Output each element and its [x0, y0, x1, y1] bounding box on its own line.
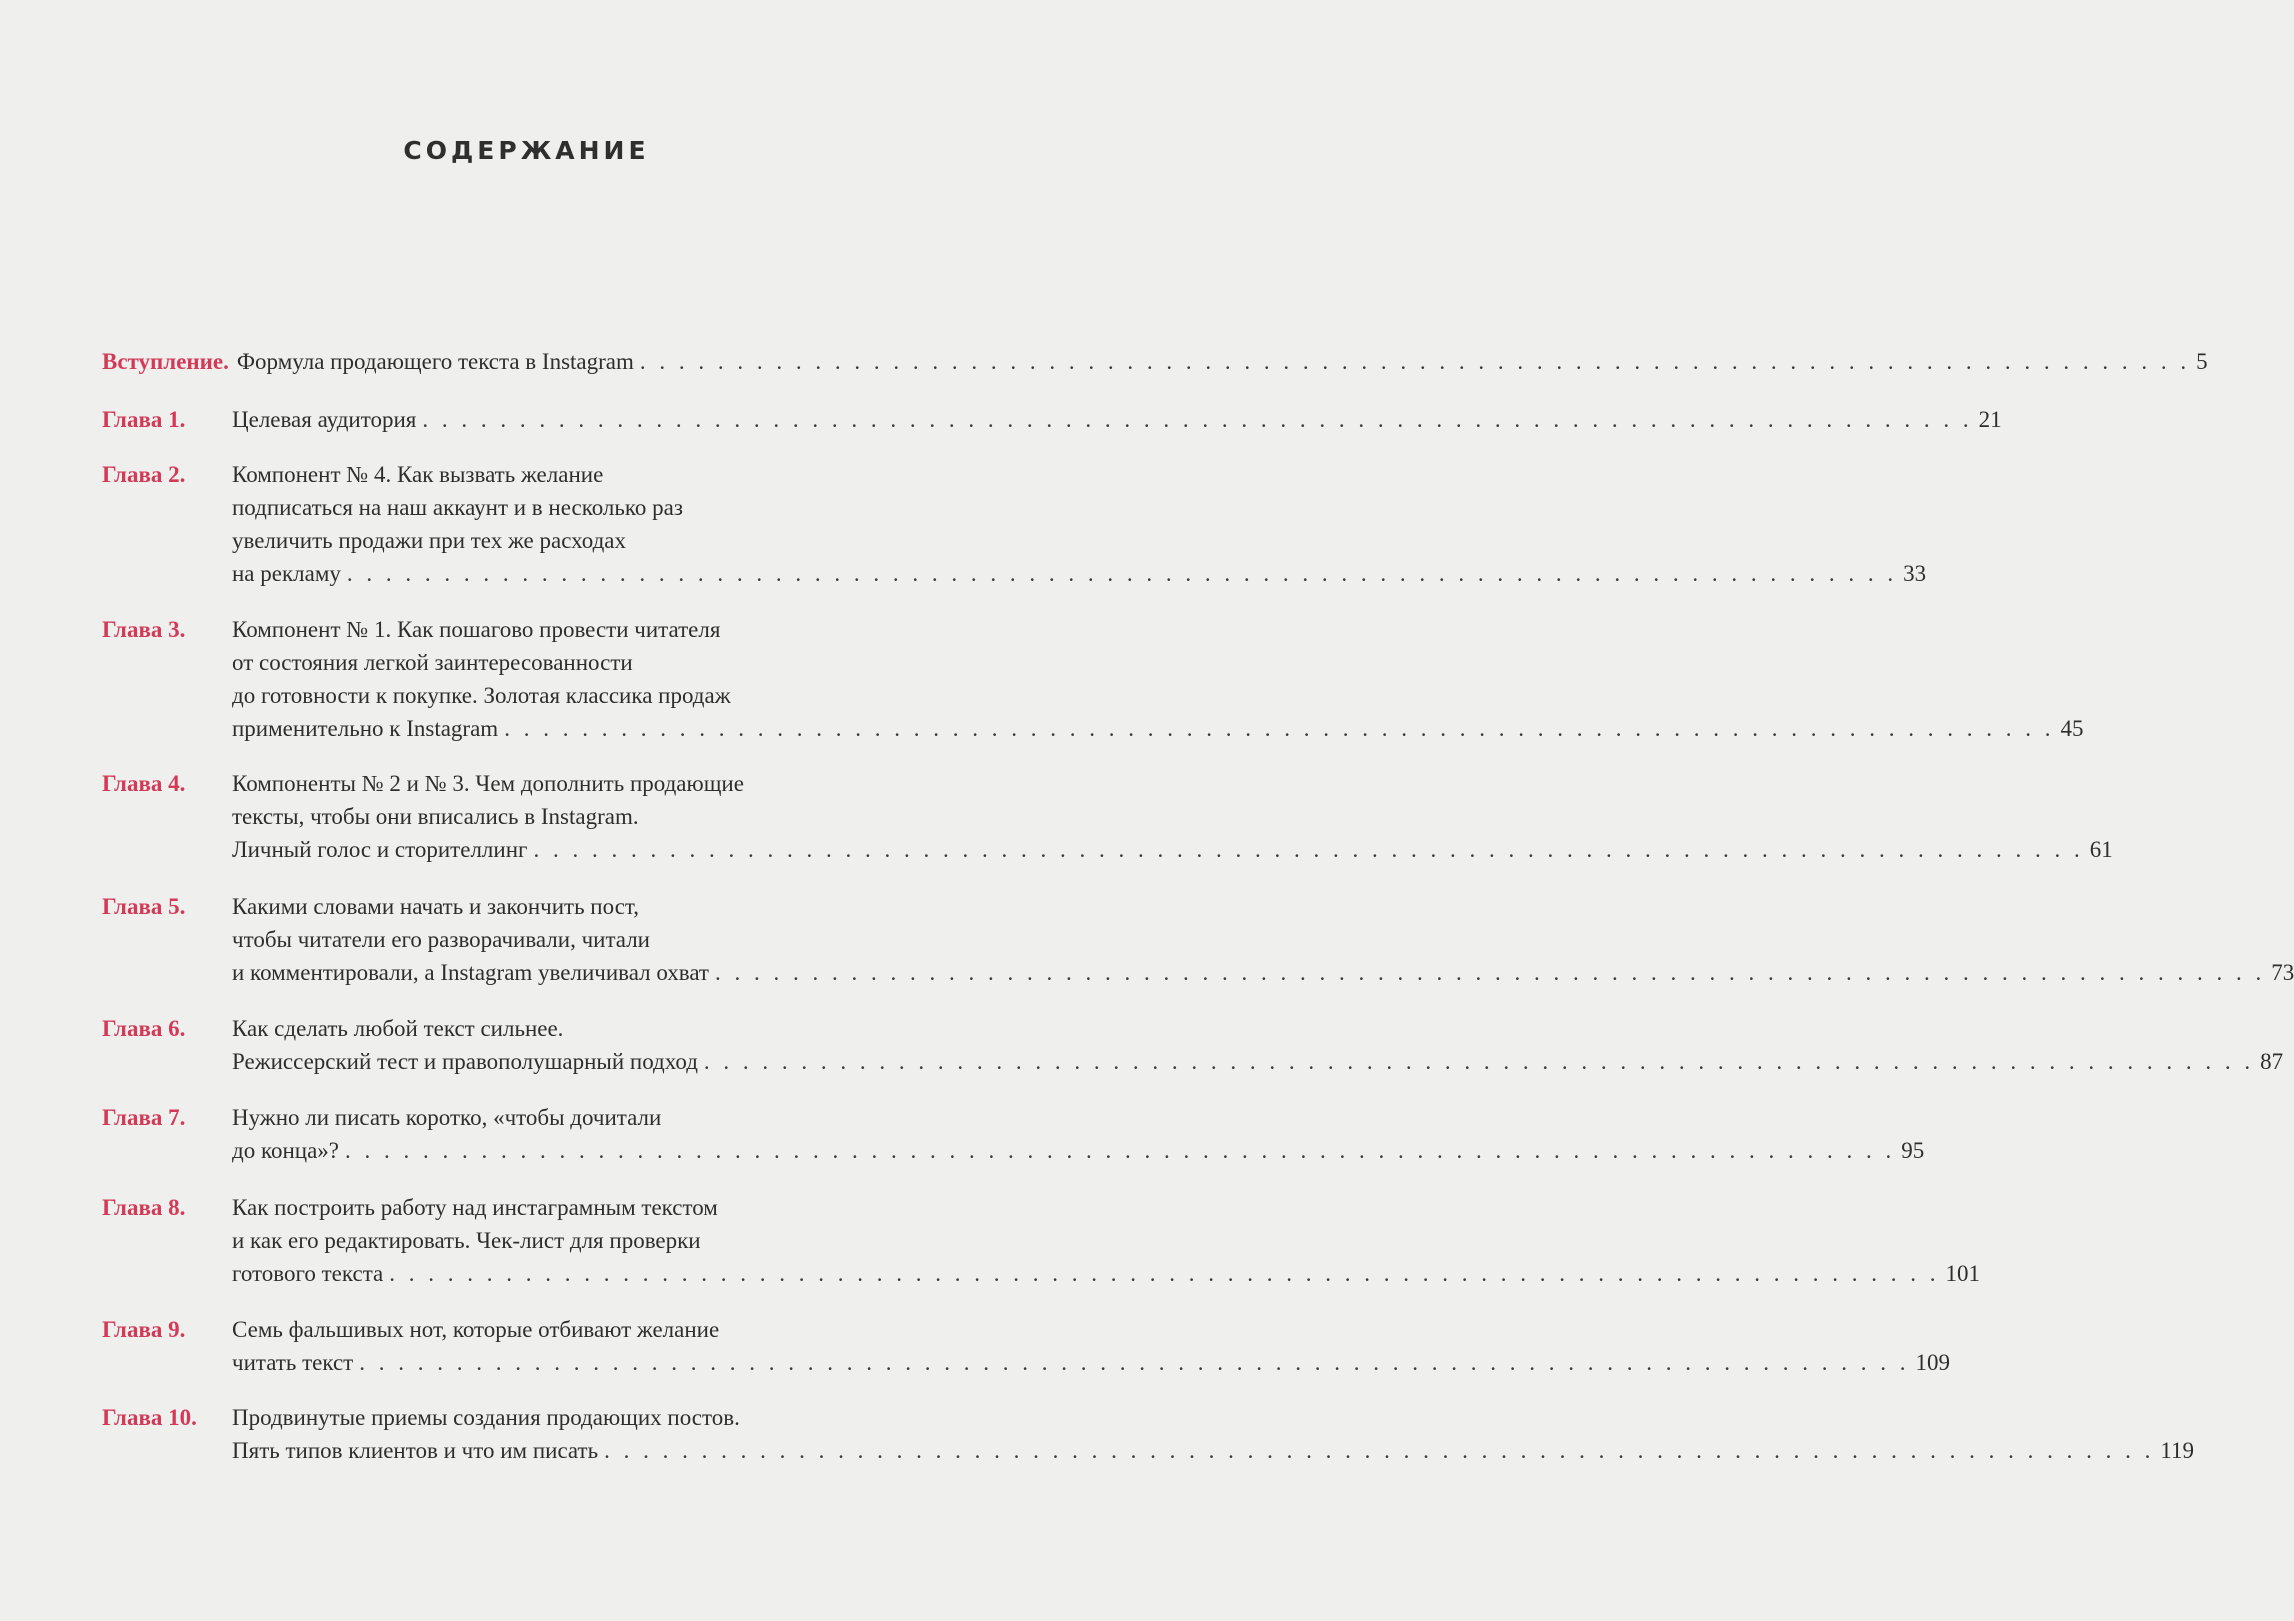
toc-entry-line [232, 1347, 1950, 1380]
toc-entry-line [232, 558, 1927, 591]
toc-entry-line: Как сделать любой текст сильнее. [232, 1016, 564, 1041]
toc-entry-text: и комментировали, а Instagram увеличивал охват [232, 960, 709, 985]
toc-entry-label: Глава 8. [102, 1195, 186, 1220]
toc-page-number: 73 [2271, 960, 2294, 985]
toc-entry-label: Глава 10. [102, 1405, 197, 1430]
toc-leader-dots: . . . . . . . . . . . . . . . . . . . . . . . . . . . . . . . . . . . . . . . . . . . . . . . . . . . . . . . . . . . . . . . . . . . . . . . . . . . . . . . . [359, 1350, 1910, 1375]
toc-entry-line: тексты, чтобы они вписались в Instagram. [232, 804, 639, 829]
toc-entry-line [232, 713, 2084, 746]
toc-entry-line: Компонент № 4. Как вызвать желание [232, 462, 604, 487]
toc-entry-text: Пять типов клиентов и что им писать [232, 1438, 599, 1463]
toc-entry-text: готового текста [232, 1261, 384, 1286]
toc-entry-line: Семь фальшивых нот, которые отбивают желание [232, 1317, 720, 1342]
toc-page-number: 21 [1978, 407, 2002, 432]
toc-entry-lines [232, 459, 1927, 591]
toc-entry-line: Компонент № 1. Как пошагово провести читателя [232, 617, 721, 642]
toc-entry-line: до готовности к покупке. Золотая классика продаж [232, 683, 731, 708]
toc-entry-lines [232, 1102, 1925, 1168]
toc-entry-line [232, 404, 2002, 437]
toc-leader-dots: . . . . . . . . . . . . . . . . . . . . . . . . . . . . . . . . . . . . . . . . . . . . . . . . . . . . . . . . . . . . . . . . . . . . . . . . . . . . . . . . [504, 716, 2055, 741]
toc-entry-line: Как построить работу над инстаграмным текстом [232, 1195, 718, 1220]
toc-entry-lines [232, 1013, 2284, 1079]
toc-page-number: 95 [1901, 1138, 1925, 1163]
toc-entry-label: Вступление. [102, 349, 229, 374]
toc-entry-label: Глава 1. [102, 407, 186, 432]
toc-entry-line [102, 346, 2208, 379]
toc-entry-line: чтобы читатели его разворачивали, читали [232, 927, 650, 952]
toc-entry-lines [232, 404, 2002, 437]
toc-entry-line [232, 1258, 1980, 1291]
toc-leader-dots: . . . . . . . . . . . . . . . . . . . . . . . . . . . . . . . . . . . . . . . . . . . . . . . . . . . . . . . . . . . . . . . . . . . . . . . . . . . . . . . . [345, 1138, 1896, 1163]
toc-page-number: 109 [1915, 1350, 1950, 1375]
toc-entry-label: Глава 4. [102, 771, 186, 796]
toc-entry-lines [232, 891, 2294, 990]
toc-entry-line: подписаться на наш аккаунт и в несколько раз [232, 495, 683, 520]
toc-entry-text [102, 346, 634, 378]
toc-entry-text: Режиссерский тест и правополушарный подход [232, 1049, 698, 1074]
toc-leader-dots: . . . . . . . . . . . . . . . . . . . . . . . . . . . . . . . . . . . . . . . . . . . . . . . . . . . . . . . . . . . . . . . . . . . . . . . . . . . . . . . . [604, 1438, 2155, 1463]
toc-entry-line [232, 1046, 2284, 1079]
toc-page-number: 87 [2260, 1049, 2284, 1074]
toc-leader-dots: . . . . . . . . . . . . . . . . . . . . . . . . . . . . . . . . . . . . . . . . . . . . . . . . . . . . . . . . . . . . . . . . . . . . . . . . . . . . . . . . [389, 1261, 1940, 1286]
toc-entry-lines [232, 1314, 1950, 1380]
toc-entry-label: Глава 9. [102, 1317, 186, 1342]
toc-entry-line: увеличить продажи при тех же расходах [232, 528, 626, 553]
toc-leader-dots: . . . . . . . . . . . . . . . . . . . . . . . . . . . . . . . . . . . . . . . . . . . . . . . . . . . . . . . . . . . . . . . . . . . . . . . . . . . . . . . . [714, 960, 2266, 985]
toc-entry-line [232, 1135, 1925, 1168]
toc-entry-line [232, 1435, 2194, 1468]
toc-entry-lines [232, 1402, 2194, 1468]
toc-page-number: 119 [2160, 1438, 2194, 1463]
toc-page-number: 33 [1903, 561, 1927, 586]
toc-entry-text: на рекламу [232, 561, 341, 586]
toc-leader-dots: . . . . . . . . . . . . . . . . . . . . . . . . . . . . . . . . . . . . . . . . . . . . . . . . . . . . . . . . . . . . . . . . . . . . . . . . . . . . . . . . [422, 407, 1973, 432]
toc-entry-line: от состояния легкой заинтересованности [232, 650, 633, 675]
toc-page-number: 5 [2196, 349, 2208, 374]
toc-entry-text: читать текст [232, 1350, 354, 1375]
page-title: СОДЕРЖАНИЕ [403, 136, 650, 165]
toc-entry-line: Какими словами начать и закончить пост, [232, 894, 639, 919]
toc-leader-dots: . . . . . . . . . . . . . . . . . . . . . . . . . . . . . . . . . . . . . . . . . . . . . . . . . . . . . . . . . . . . . . . . . . . . . . . . . . . . . . . . [703, 1049, 2255, 1074]
toc-page-number: 45 [2060, 716, 2084, 741]
toc-entry-line: Нужно ли писать коротко, «чтобы дочитали [232, 1105, 662, 1130]
toc-entry-lines [232, 614, 2084, 746]
toc-page-number: 61 [2089, 837, 2113, 862]
toc-entry-line: Продвинутые приемы создания продающих постов. [232, 1405, 740, 1430]
toc-entry-title: Формула продающего текста в Instagram [236, 349, 634, 374]
toc-page-number: 101 [1945, 1261, 1980, 1286]
toc-entry-line: и как его редактировать. Чек-лист для проверки [232, 1228, 701, 1253]
toc-entry-lines [102, 346, 2208, 379]
toc-entry-line [232, 957, 2294, 990]
toc-leader-dots: . . . . . . . . . . . . . . . . . . . . . . . . . . . . . . . . . . . . . . . . . . . . . . . . . . . . . . . . . . . . . . . . . . . . . . . . . . . . . . . . [533, 837, 2084, 862]
toc-entry-line: Компоненты № 2 и № 3. Чем дополнить продающие [232, 771, 744, 796]
toc-entry-text: до конца»? [232, 1138, 339, 1163]
toc-entry-label: Глава 5. [102, 894, 186, 919]
toc-entry-label: Глава 3. [102, 617, 186, 642]
toc-entry-lines [232, 768, 2113, 867]
toc-leader-dots: . . . . . . . . . . . . . . . . . . . . . . . . . . . . . . . . . . . . . . . . . . . . . . . . . . . . . . . . . . . . . . . . . . . . . . . . . . . . . . . . [639, 349, 2191, 374]
toc-entry-line [232, 834, 2113, 867]
toc-entry-text: применительно к Instagram [232, 716, 499, 741]
toc-leader-dots: . . . . . . . . . . . . . . . . . . . . . . . . . . . . . . . . . . . . . . . . . . . . . . . . . . . . . . . . . . . . . . . . . . . . . . . . . . . . . . . . [346, 561, 1898, 586]
toc-entry-label: Глава 7. [102, 1105, 186, 1130]
toc-entry-text: Личный голос и сторителлинг [232, 837, 528, 862]
toc-entry-lines [232, 1192, 1980, 1291]
toc-entry-text: Целевая аудитория [232, 407, 417, 432]
toc-entry-label: Глава 2. [102, 462, 186, 487]
toc-entry-label: Глава 6. [102, 1016, 186, 1041]
